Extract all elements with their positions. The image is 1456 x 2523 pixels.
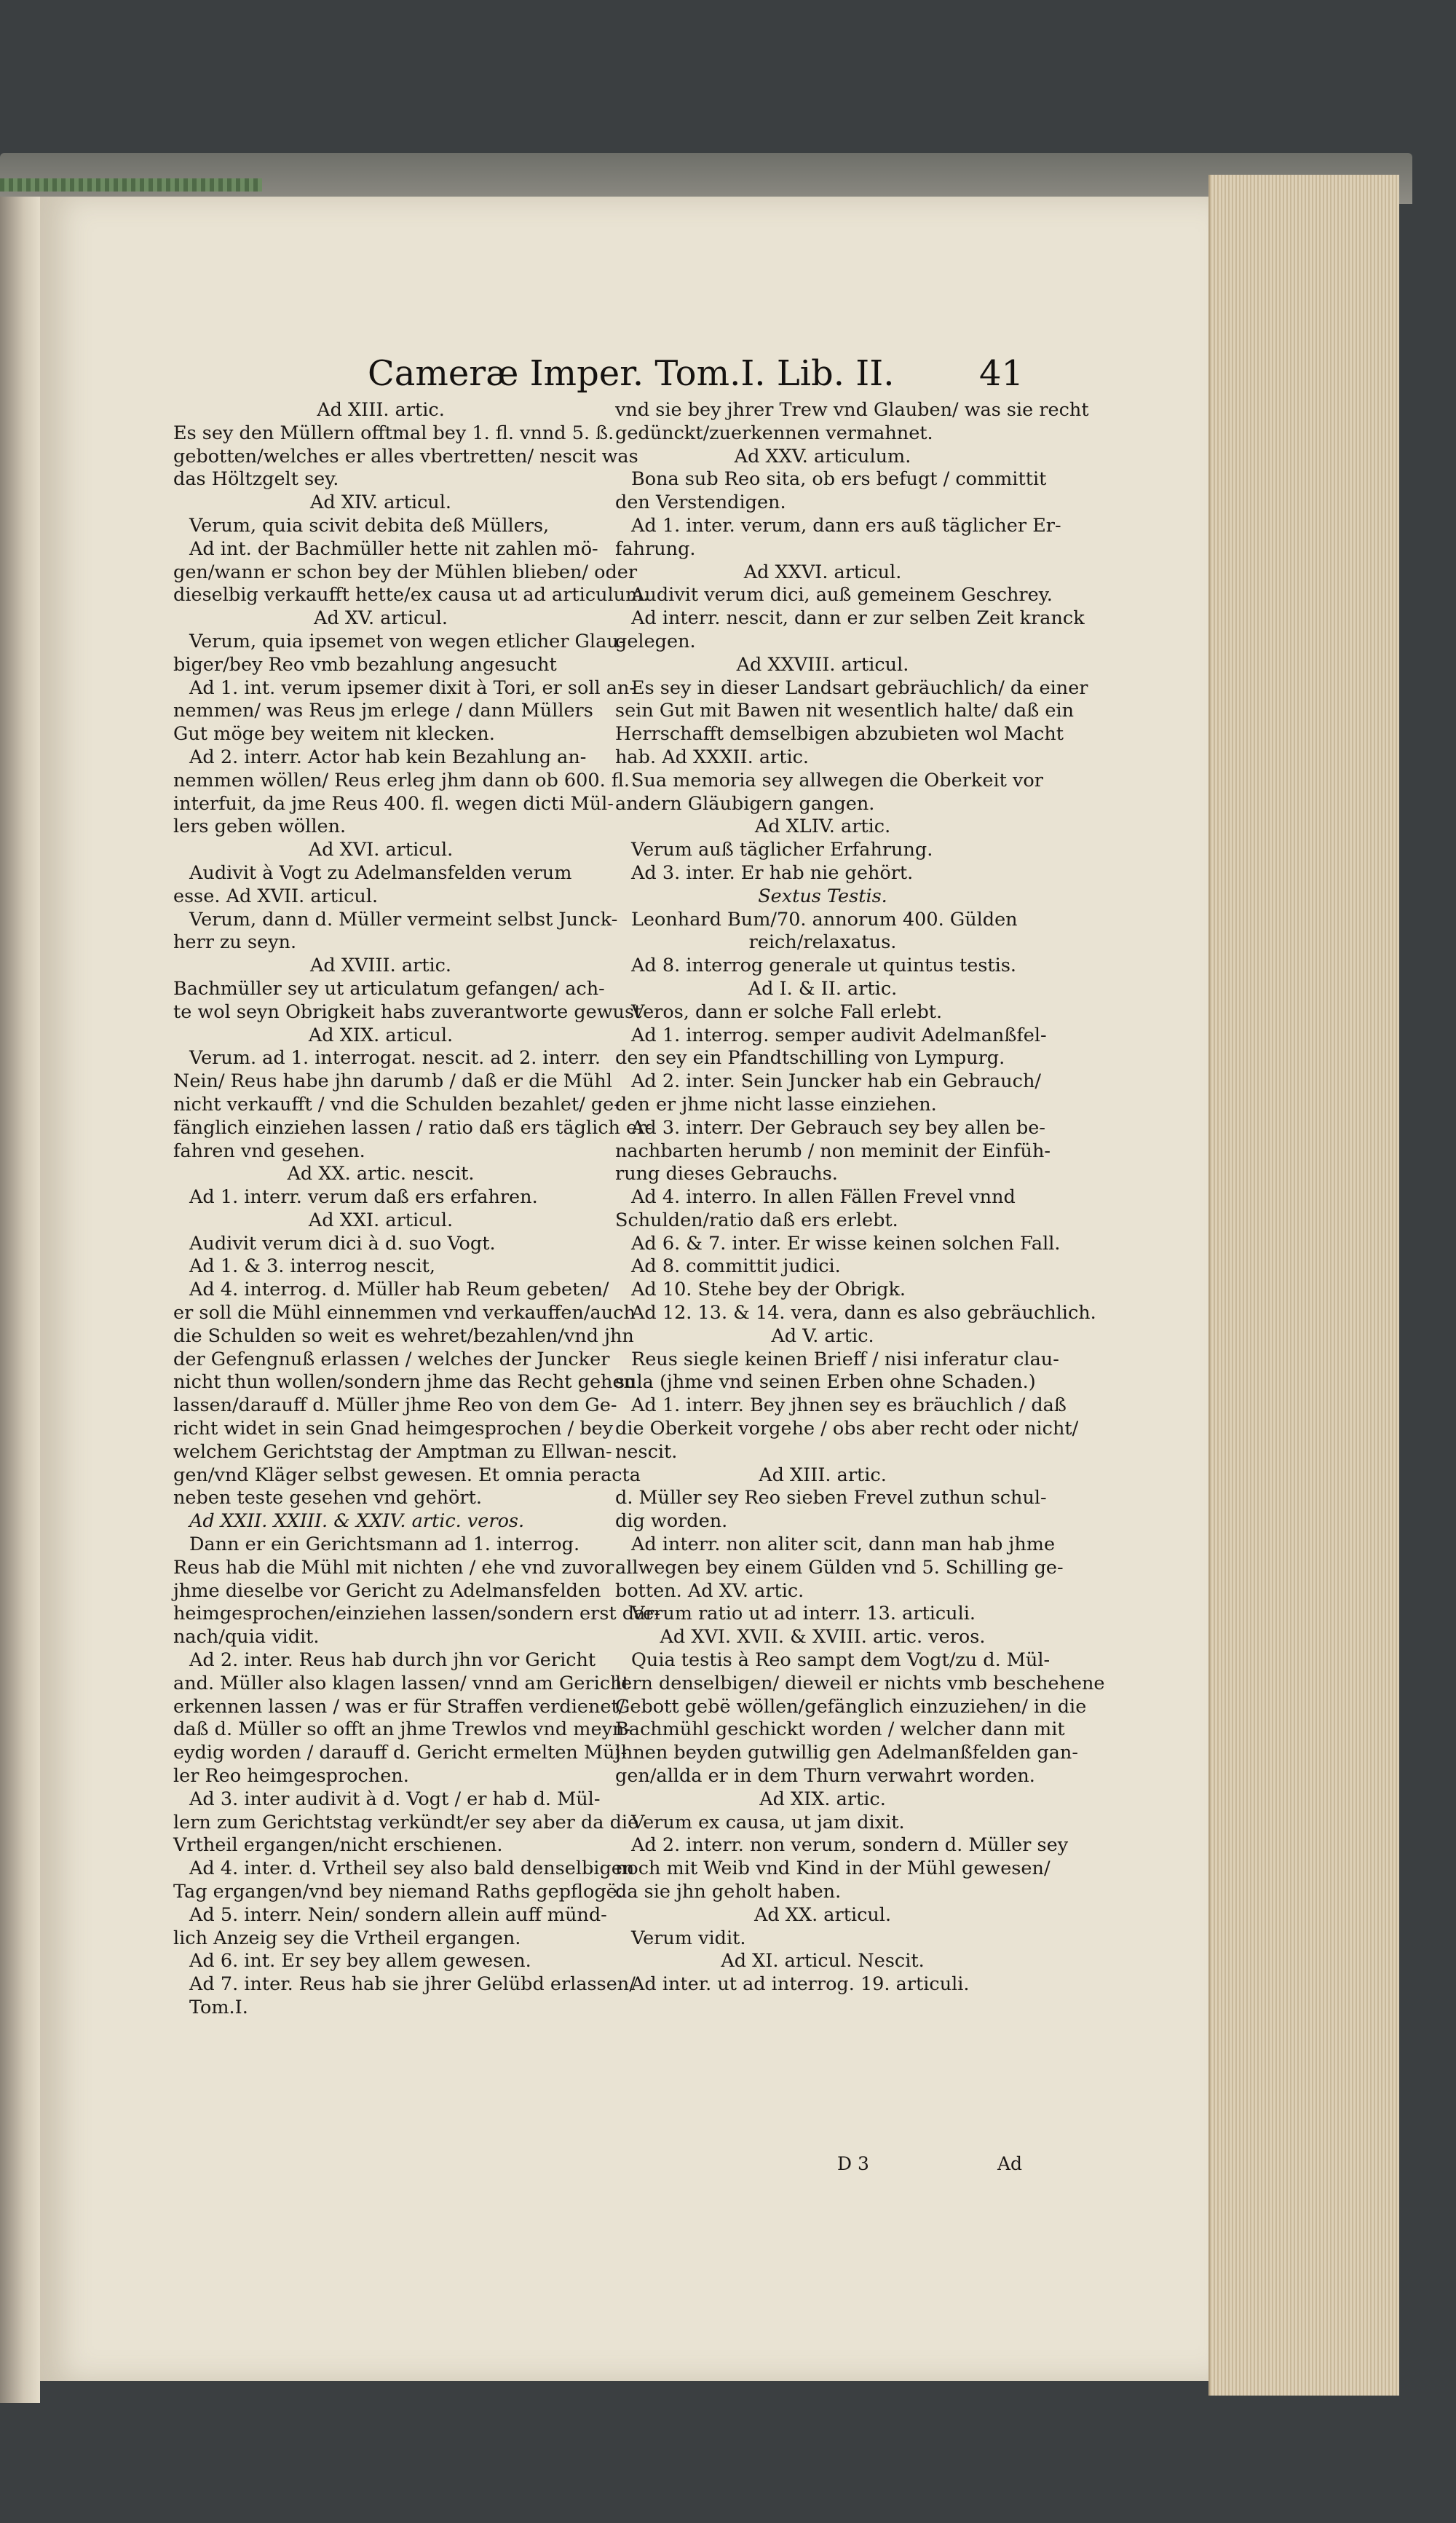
text-line: interfuit, da jme Reus 400. fl. wegen dicti Mül- xyxy=(173,792,614,815)
text-line: da sie jhn geholt haben. xyxy=(615,1881,842,1903)
text-line: Ad 4. interro. In allen Fällen Frevel vnnd xyxy=(631,1186,1016,1209)
text-line: Ad XXVI. articul. xyxy=(743,561,902,583)
text-line: er soll die Mühl einnemmen vnd verkauffen/auch xyxy=(173,1302,636,1324)
text-line: Ad interr. non aliter scit, dann man hab jhme xyxy=(631,1533,1056,1556)
text-line: Ad 6. & 7. inter. Er wisse keinen solchen Fall. xyxy=(631,1232,1061,1255)
page-header xyxy=(368,353,1023,397)
text-line: Audivit à Vogt zu Adelmansfelden verum xyxy=(189,861,572,884)
text-line: Ad 5. interr. Nein/ sondern allein auff münd- xyxy=(189,1903,607,1926)
text-line: allwegen bey einem Gülden vnd 5. Schilling ge- xyxy=(615,1556,1064,1579)
text-line: Ad XVIII. artic. xyxy=(309,955,452,977)
text-line: ler Reo heimgesprochen. xyxy=(173,1765,409,1788)
text-line: Ad XXV. articulum. xyxy=(734,445,911,467)
text-line: herr zu seyn. xyxy=(173,931,297,954)
text-line: Ad XLIV. artic. xyxy=(754,816,891,838)
text-line: Ad 6. int. Er sey bey allem gewesen. xyxy=(189,1950,531,1973)
text-line: Ad XIII. artic. xyxy=(317,399,445,421)
text-line: Ad 2. interr. Actor hab kein Bezahlung an- xyxy=(189,746,587,768)
text-line: Ad 1. & 3. interrog nescit, xyxy=(189,1255,435,1278)
text-line: Ad 4. interrog. d. Müller hab Reum gebeten/ xyxy=(189,1279,609,1301)
text-line: Reus siegle keinen Brieff / nisi inferatur clau- xyxy=(631,1348,1059,1370)
text-line: Ad 2. inter. Reus hab durch jhn vor Gericht xyxy=(189,1649,596,1672)
text-line: Ad 1. interr. Bey jhnen sey es bräuchlich / daß xyxy=(631,1394,1067,1417)
text-line: Ad 8. committit judici. xyxy=(631,1255,841,1278)
text-line: rung dieses Gebrauchs. xyxy=(615,1163,838,1185)
text-line: Ad 3. interr. Der Gebrauch sey bey allen be- xyxy=(631,1116,1046,1139)
text-line: Quia testis à Reo sampt dem Vogt/zu d. Mül- xyxy=(631,1649,1051,1672)
text-line: hab. Ad XXXII. artic. xyxy=(615,746,810,768)
text-line: Ad 1. inter. verum, dann ers auß täglicher Er- xyxy=(631,514,1061,537)
text-line: die Schulden so weit es wehret/bezahlen/vnd jhn xyxy=(173,1324,634,1347)
text-line: Ad 3. inter. Er hab nie gehört. xyxy=(631,861,914,884)
text-line: fahrung. xyxy=(615,537,696,560)
text-line: vnd sie bey jhrer Trew vnd Glauben/ was sie recht xyxy=(615,399,1089,421)
text-line: Audivit verum dici, auß gemeinem Geschrey. xyxy=(631,584,1053,607)
signature-mark: D 3 xyxy=(837,2153,869,2174)
text-line: Verum. ad 1. interrogat. nescit. ad 2. interr. xyxy=(189,1047,601,1070)
text-line: Ad 1. interrog. semper audivit Adelmanßfel- xyxy=(631,1024,1047,1046)
text-line: Ad int. der Bachmüller hette nit zahlen mö- xyxy=(189,537,598,560)
text-line: den Verstendigen. xyxy=(615,491,786,514)
text-line: sula (jhme vnd seinen Erben ohne Schaden.) xyxy=(615,1371,1036,1394)
text-line: Nein/ Reus habe jhn darumb / daß er die Mühl xyxy=(173,1070,612,1093)
text-line: Dann er ein Gerichtsmann ad 1. interrog. xyxy=(189,1533,580,1556)
text-line: botten. Ad XV. artic. xyxy=(615,1579,804,1602)
text-line: Ad XVI. articul. xyxy=(308,839,454,861)
text-line: Bachmüller sey ut articulatum gefangen/ ach- xyxy=(173,977,605,1000)
right-column xyxy=(615,399,1105,1997)
text-line: die Oberkeit vorgehe / obs aber recht oder nicht/ xyxy=(615,1418,1079,1440)
text-line: Reus hab die Mühl mit nichten / ehe vnd zuvor xyxy=(173,1556,614,1579)
text-line: Ad interr. nescit, dann er zur selben Zeit kranck xyxy=(631,607,1085,630)
text-line: Verum, quia ipsemet von wegen etlicher Glau- xyxy=(189,630,625,652)
running-title: Cameræ Imper. Tom.I. Lib. II. xyxy=(368,353,895,394)
text-line: reich/relaxatus. xyxy=(748,931,897,954)
text-line: neben teste gesehen vnd gehört. xyxy=(173,1487,482,1509)
text-line: der Gefengnuß erlassen / welches der Juncker xyxy=(173,1348,610,1370)
text-line: Leonhard Bum/70. annorum 400. Gülden xyxy=(631,908,1018,931)
text-line: Verum, quia scivit debita deß Müllers, xyxy=(189,514,550,537)
facing-page-edge xyxy=(0,197,40,2403)
text-line: Bachmühl geschickt worden / welcher dann mit xyxy=(615,1718,1065,1741)
text-line: Ad 1. int. verum ipsemer dixit à Tori, er soll an- xyxy=(189,676,636,699)
text-line: gen/wann er schon bey der Mühlen blieben/ oder xyxy=(173,561,638,583)
text-line: daß d. Müller so offt an jhme Trewlos vnd meyn- xyxy=(173,1718,631,1741)
text-line: fahren vnd gesehen. xyxy=(173,1140,365,1162)
text-line: Es sey den Müllern offtmal bey 1. fl. vnnd 5. ß. xyxy=(173,422,614,444)
text-line: nach/quia vidit. xyxy=(173,1626,320,1649)
text-line: gedünckt/zuerkennen vermahnet. xyxy=(615,422,933,444)
text-line: heimgesprochen/einziehen lassen/sondern erst dar- xyxy=(173,1603,661,1625)
text-line: Gebott gebë wöllen/gefänglich einzuziehen/ in die xyxy=(615,1695,1087,1718)
text-line: te wol seyn Obrigkeit habs zuverantworte gewust xyxy=(173,1000,642,1023)
text-line: Ad XX. articul. xyxy=(753,1903,892,1926)
text-line: Ad 2. interr. non verum, sondern d. Müller sey xyxy=(631,1834,1069,1857)
text-line: lern denselbigen/ dieweil er nichts vmb beschehene xyxy=(615,1672,1105,1694)
text-line: nicht verkaufft / vnd die Schulden bezahlet/ ge- xyxy=(173,1093,620,1116)
text-line: Ad 4. inter. d. Vrtheil sey also bald denselbigen xyxy=(189,1857,635,1880)
text-line: welchem Gerichtstag der Amptman zu Ellwan- xyxy=(173,1440,612,1463)
text-line: jhnen beyden gutwillig gen Adelmanßfelden gan- xyxy=(615,1742,1078,1764)
catchword: Ad xyxy=(997,2153,1023,2174)
text-line: Verum, dann d. Müller vermeint selbst Junck- xyxy=(189,908,618,931)
text-line: gelegen. xyxy=(615,630,696,652)
text-line: Ad inter. ut ad interrog. 19. articuli. xyxy=(631,1973,970,1996)
text-line: Ad XIX. articul. xyxy=(308,1024,454,1046)
text-line: Tag ergangen/vnd bey niemand Raths gepflogë. xyxy=(173,1881,623,1903)
text-line: lassen/darauff d. Müller jhme Reo von dem Ge- xyxy=(173,1394,617,1417)
text-line: Sua memoria sey allwegen die Oberkeit vor xyxy=(631,769,1043,791)
text-line: Ad I. & II. artic. xyxy=(748,977,898,1000)
text-line: andern Gläubigern gangen. xyxy=(615,792,875,815)
text-line: Ad 7. inter. Reus hab sie jhrer Gelübd erlassen/ xyxy=(189,1973,636,1996)
text-line: Herrschafft demselbigen abzubieten wol Macht xyxy=(615,723,1064,746)
text-line: biger/bey Reo vmb bezahlung angesucht xyxy=(173,653,557,676)
text-line: Gut möge bey weitem nit klecken. xyxy=(173,723,495,746)
text-line: Ad XVI. XVII. & XVIII. artic. veros. xyxy=(660,1626,986,1649)
text-line: d. Müller sey Reo sieben Frevel zuthun schul- xyxy=(615,1487,1047,1509)
page-block-edge xyxy=(1208,175,1399,2396)
text-line: richt widet in sein Gnad heimgesprochen / bey xyxy=(173,1418,614,1440)
text-line: Ad XIV. articul. xyxy=(309,491,451,514)
text-line: nicht thun wollen/sondern jhme das Recht gehen xyxy=(173,1371,636,1394)
text-line: Ad XIX. artic. xyxy=(759,1788,886,1810)
text-line: Ad V. artic. xyxy=(771,1324,874,1347)
text-line: dieselbig verkaufft hette/ex causa ut ad articulum. xyxy=(173,584,649,607)
text-line: Vrtheil ergangen/nicht erschienen. xyxy=(173,1834,503,1857)
text-line: nescit. xyxy=(615,1440,678,1463)
text-line: Bona sub Reo sita, ob ers befugt / committit xyxy=(631,468,1047,491)
text-line: erkennen lassen / was er für Straffen verdienet/ xyxy=(173,1695,625,1718)
text-line: nachbarten herumb / non meminit der Einfüh- xyxy=(615,1140,1051,1162)
text-line: Schulden/ratio daß ers erlebt. xyxy=(615,1209,898,1231)
text-line: and. Müller also klagen lassen/ vnnd am Gericht xyxy=(173,1672,630,1694)
text-line: noch mit Weib vnd Kind in der Mühl gewesen/ xyxy=(615,1857,1051,1880)
text-line: nemmen/ was Reus jm erlege / dann Müllers xyxy=(173,700,593,722)
text-line: Ad 3. inter audivit à d. Vogt / er hab d. Mül- xyxy=(189,1788,601,1810)
text-line: lich Anzeig sey die Vrtheil ergangen. xyxy=(173,1927,521,1949)
text-line: Ad XIII. artic. xyxy=(759,1464,887,1486)
text-line: Ad XXVIII. articul. xyxy=(736,653,909,676)
text-line: Ad XXII. XXIII. & XXIV. artic. veros. xyxy=(189,1510,525,1533)
text-line: nemmen wöllen/ Reus erleg jhm dann ob 600. fl. xyxy=(173,769,630,791)
text-line: sein Gut mit Bawen nit wesentlich halte/ daß ein xyxy=(615,700,1075,722)
text-line: Ad 1. interr. verum daß ers erfahren. xyxy=(189,1186,538,1209)
text-line: gebotten/welches er alles vbertretten/ nescit was xyxy=(173,445,638,467)
text-line: Ad 2. inter. Sein Juncker hab ein Gebrauch/ xyxy=(631,1070,1041,1093)
text-line: jhme dieselbe vor Gericht zu Adelmansfelden xyxy=(173,1579,601,1602)
text-line: Ad XX. artic. nescit. xyxy=(287,1163,475,1185)
text-line: eydig worden / darauff d. Gericht ermelten Mül- xyxy=(173,1742,628,1764)
text-line: Veros, dann er solche Fall erlebt. xyxy=(631,1000,943,1023)
text-line: Ad 8. interrog generale ut quintus testis. xyxy=(631,955,1017,977)
text-line: lern zum Gerichtstag verkündt/er sey aber da die xyxy=(173,1811,639,1833)
text-line: Sextus Testis. xyxy=(758,885,887,907)
text-line: das Höltzgelt sey. xyxy=(173,468,339,491)
text-line: den er jhme nicht lasse einziehen. xyxy=(615,1093,937,1116)
text-line: Es sey in dieser Landsart gebräuchlich/ da einer xyxy=(631,676,1088,699)
text-line: esse. Ad XVII. articul. xyxy=(173,885,379,907)
text-line: Ad 10. Stehe bey der Obrigk. xyxy=(631,1279,906,1301)
headband xyxy=(0,178,262,192)
text-line: gen/vnd Kläger selbst gewesen. Et omnia peracta xyxy=(173,1464,641,1486)
text-line: Ad XV. articul. xyxy=(314,607,448,630)
page-number: 41 xyxy=(979,353,1024,394)
text-line: dig worden. xyxy=(615,1510,728,1533)
text-line: lers geben wöllen. xyxy=(173,816,347,838)
text-line: Tom.I. xyxy=(189,1996,248,2018)
text-line: den sey ein Pfandtschilling von Lympurg. xyxy=(615,1047,1005,1070)
text-line: gen/allda er in dem Thurn verwahrt worden. xyxy=(615,1765,1035,1788)
text-line: Verum ratio ut ad interr. 13. articuli. xyxy=(631,1603,976,1625)
text-line: Audivit verum dici à d. suo Vogt. xyxy=(189,1232,496,1255)
text-line: Ad XI. articul. Nescit. xyxy=(721,1950,925,1973)
text-line: Ad 12. 13. & 14. vera, dann es also gebräuchlich. xyxy=(631,1302,1096,1324)
text-line: fänglich einziehen lassen / ratio daß ers täglich er- xyxy=(173,1116,652,1139)
text-line: Verum auß täglicher Erfahrung. xyxy=(631,839,933,861)
text-line: Ad XXI. articul. xyxy=(308,1209,454,1231)
text-line: Verum vidit. xyxy=(631,1927,746,1949)
text-line: Verum ex causa, ut jam dixit. xyxy=(631,1811,905,1833)
